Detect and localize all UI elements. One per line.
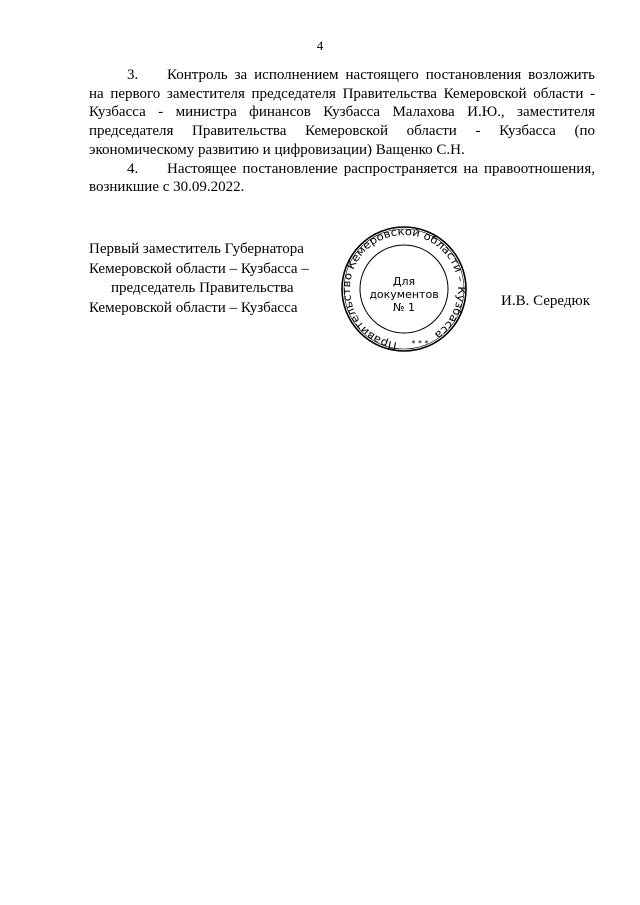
paragraph-4: [89, 160, 595, 197]
seal-center-line: № 1: [393, 301, 415, 314]
paragraph-number: 4.: [127, 160, 139, 177]
signatory-title: [89, 240, 321, 318]
seal-icon: [339, 224, 469, 354]
paragraph-text: Контроль за исполнением настоящего постановления возложить на первого заместителя председателя Правительства Кемеровской области - Кузбасса - министра финансов Кузбасса Малахова И.Ю., заместителя председателя Правительства Кемеровской области - Кузбасса (по экономическому развитию и цифровизации) Ващенко С.Н.: [89, 67, 595, 158]
seal-center-line: Для: [392, 275, 416, 288]
official-seal: [339, 224, 469, 354]
signatory-title-line: председатель Правительства: [111, 280, 294, 296]
paragraph-number: 3.: [127, 67, 139, 83]
signatory-title-line: Кемеровской области – Кузбасса: [89, 299, 298, 316]
seal-center-line: документов: [369, 288, 439, 301]
seal-bottom-marks: * * *: [411, 339, 429, 348]
seal-ring-text: Правительство Кемеровской области – Кузбасса: [340, 225, 468, 352]
paragraph-text: Настоящее постановление распространяется на правоотношения, возникшие с 30.09.2022.: [89, 160, 595, 196]
signatory-title-line: Кемеровской области – Кузбасса –: [89, 260, 309, 277]
signatory-title-line: Первый заместитель Губернатора: [89, 241, 304, 257]
paragraph-3: [89, 66, 595, 160]
document-body: [89, 66, 595, 197]
page-number: 4: [316, 38, 324, 53]
signer-name: И.В. Середюк: [501, 293, 591, 309]
